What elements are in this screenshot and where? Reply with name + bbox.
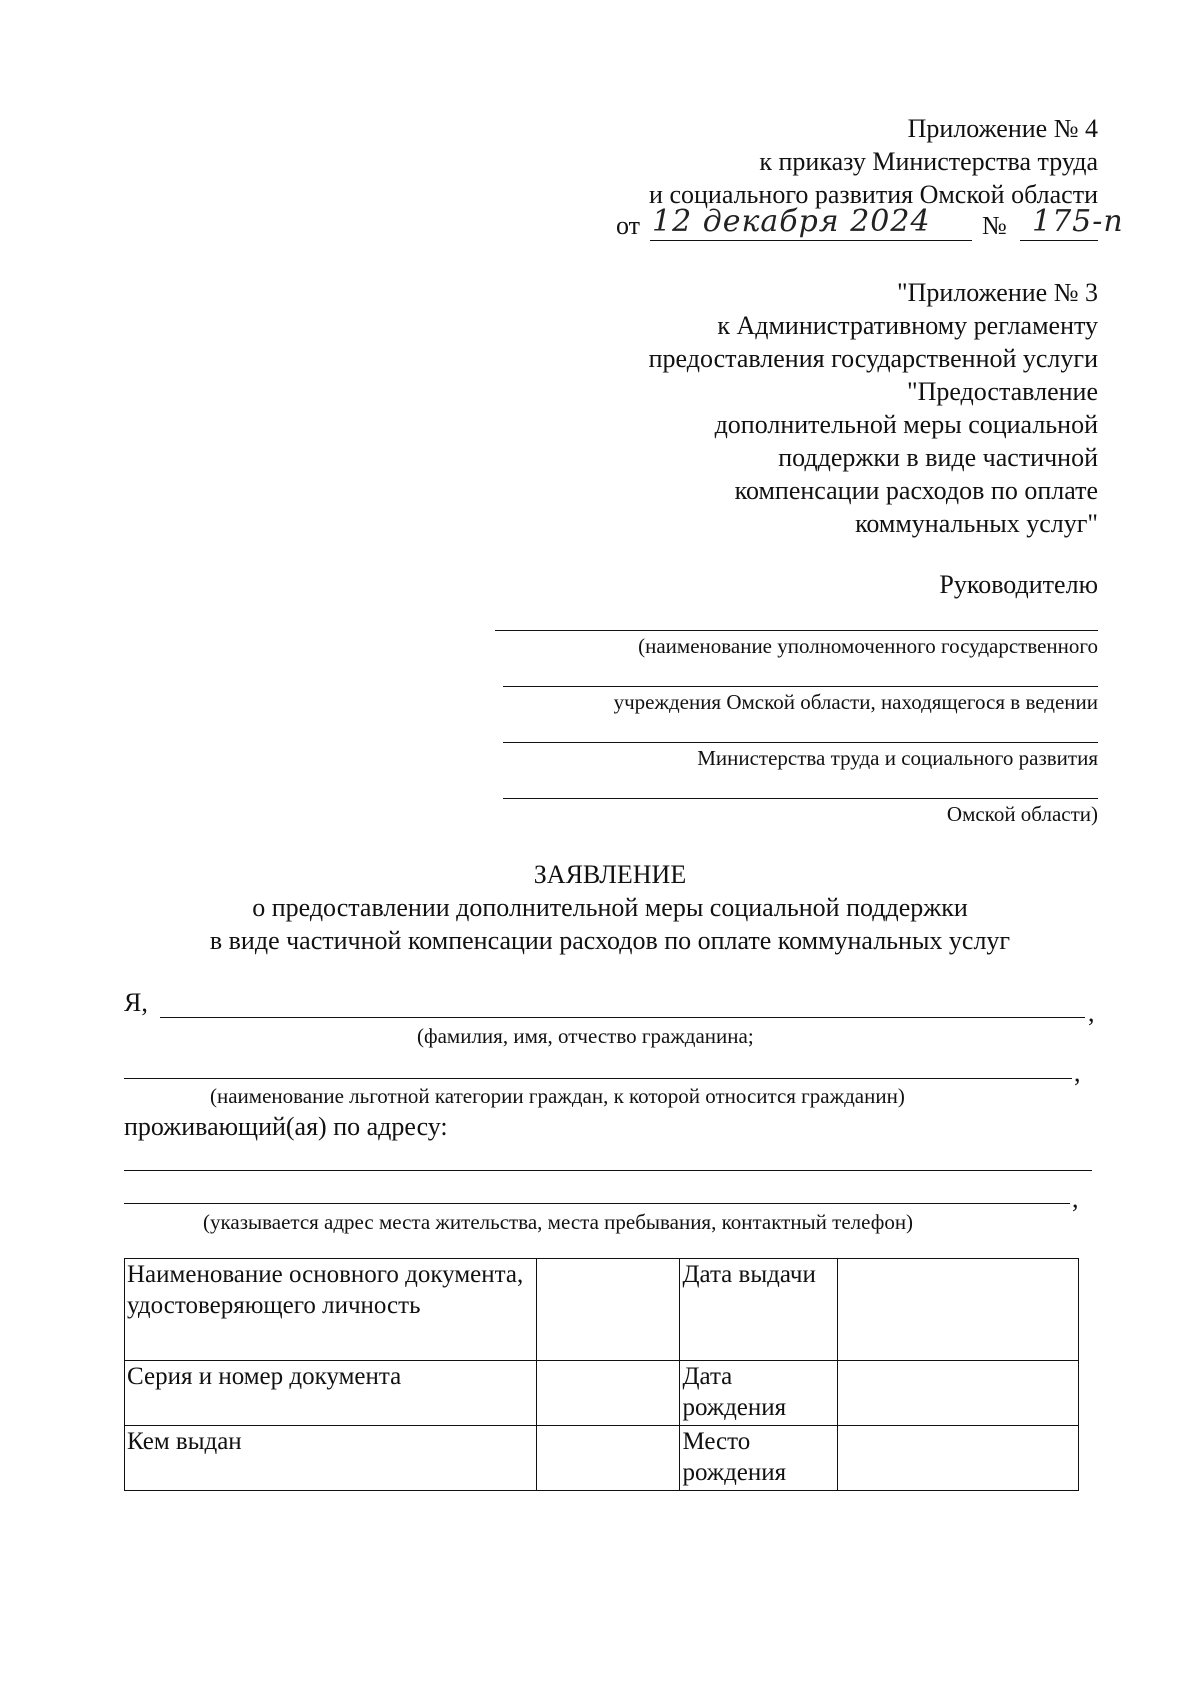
- table-value-cell[interactable]: [536, 1426, 680, 1491]
- table-row: [125, 1259, 1079, 1361]
- table-row: [125, 1361, 1079, 1426]
- annex3-line: "Предоставление: [906, 377, 1098, 406]
- number-prefix: №: [982, 211, 1007, 240]
- caption-name: (фамилия, имя, отчество гражданина;: [417, 1024, 754, 1048]
- table-label-cell: Серия и номер документа: [125, 1361, 537, 1426]
- addressee-line-1: [495, 630, 1098, 631]
- table-label-cell: Место рождения: [680, 1426, 838, 1491]
- address-line-2: [124, 1203, 1070, 1204]
- addressee-line-4: [503, 798, 1098, 799]
- table-value-cell[interactable]: [838, 1426, 1079, 1491]
- address-comma: ,: [1072, 1184, 1079, 1213]
- annex4-block: [649, 112, 1098, 211]
- addressee-caption-3: Министерства труда и социального развития: [697, 746, 1098, 770]
- number-underline: [1020, 240, 1098, 241]
- number-handwritten: 175-п: [1032, 204, 1124, 239]
- applicant-prefix: Я,: [124, 988, 148, 1017]
- statement-subtitle-1: о предоставлении дополнительной меры социальной поддержки: [252, 893, 968, 922]
- caption-category: (наименование льготной категории граждан, к которой относится гражданин): [210, 1084, 905, 1108]
- addressee-caption-1: (наименование уполномоченного государственного: [638, 634, 1098, 658]
- address-label: проживающий(ая) по адресу:: [124, 1112, 448, 1141]
- addressee-line-2: [503, 686, 1098, 687]
- annex3-block: [649, 276, 1098, 540]
- date-prefix: от: [616, 211, 641, 240]
- annex3-line: поддержки в виде частичной: [778, 443, 1098, 472]
- date-underline: [650, 240, 972, 241]
- table-label-cell: Дата выдачи: [680, 1259, 838, 1361]
- annex3-line: коммунальных услуг": [855, 509, 1098, 538]
- annex3-line: предоставления государственной услуги: [648, 344, 1098, 373]
- addressee-caption-4: Омской области): [946, 802, 1098, 826]
- applicant-name-comma: ,: [1088, 998, 1095, 1027]
- annex4-title: Приложение № 4: [907, 114, 1098, 143]
- category-comma: ,: [1074, 1058, 1081, 1087]
- table-label-cell: Наименование основного документа, удостоверяющего личность: [125, 1259, 537, 1361]
- addressee-caption-2: учреждения Омской области, находящегося в ведении: [613, 690, 1098, 714]
- addressee-line-3: [503, 742, 1098, 743]
- table-value-cell[interactable]: [838, 1361, 1079, 1426]
- table-value-cell[interactable]: [838, 1259, 1079, 1361]
- statement-subtitle-2: в виде частичной компенсации расходов по оплате коммунальных услуг: [209, 926, 1011, 955]
- table-label-cell: Дата рождения: [680, 1361, 838, 1426]
- addressee-title: Руководителю: [939, 570, 1098, 599]
- statement-title: ЗАЯВЛЕНИЕ: [533, 860, 687, 889]
- annex3-line: "Приложение № 3: [897, 278, 1098, 307]
- identity-document-table: [124, 1258, 1079, 1491]
- table-value-cell[interactable]: [536, 1259, 680, 1361]
- annex3-line: компенсации расходов по оплате: [734, 476, 1098, 505]
- table-value-cell[interactable]: [536, 1361, 680, 1426]
- date-handwritten: 12 декабря 2024: [652, 204, 931, 239]
- annex4-line2: к приказу Министерства труда: [759, 147, 1098, 176]
- caption-address: (указывается адрес места жительства, места пребывания, контактный телефон): [203, 1210, 914, 1234]
- annex4-line3: и социального развития Омской области: [649, 180, 1098, 209]
- table-label-cell: Кем выдан: [125, 1426, 537, 1491]
- table-row: [125, 1426, 1079, 1491]
- category-line: [124, 1078, 1072, 1079]
- applicant-name-line: [160, 1017, 1085, 1018]
- annex3-line: к Административному регламенту: [717, 311, 1098, 340]
- address-line-1: [124, 1170, 1092, 1171]
- annex3-line: дополнительной меры социальной: [714, 410, 1098, 439]
